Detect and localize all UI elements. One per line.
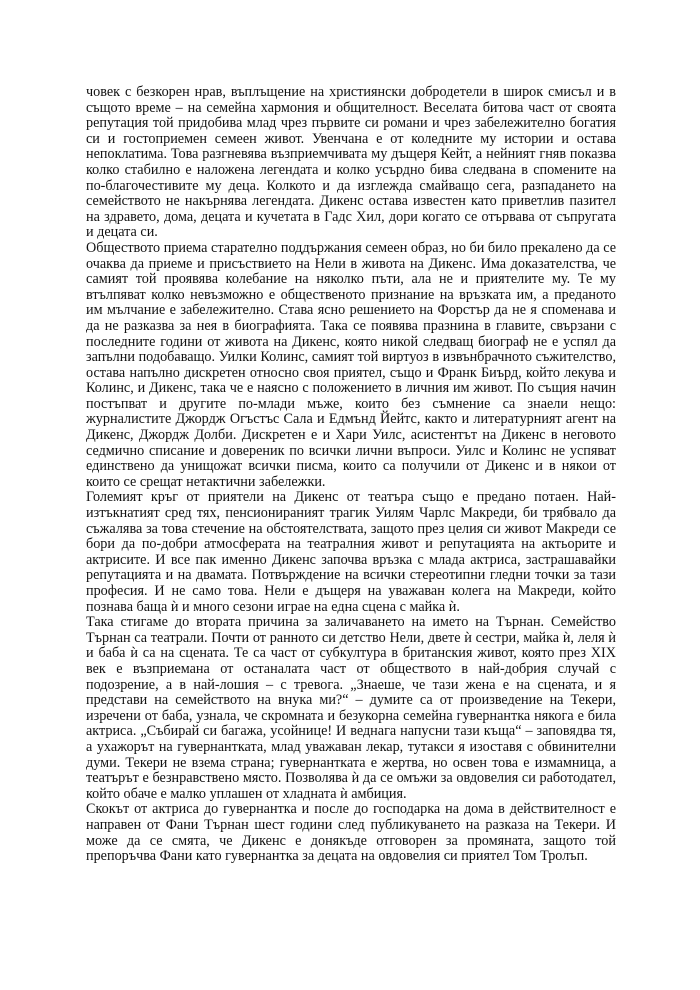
document-page <box>86 85 616 865</box>
paragraph-5: Скокът от актриса до гувернантка и после до господарка на дома в действителност е направен от Фани Търнан шест години след публикуването на разказа на Текери. И може да се смята, че Дикенс е донякъде отговорен за промяната, защото той препоръчва Фани като гувернантка за децата на овдовелия си приятел Том Тролъп. <box>86 801 616 865</box>
paragraph-4: Така стигаме до втората причина за заличаването на името на Търнан. Семейство Търнан са театрали. Почти от ранното си детство Нели, двете ѝ сестри, майка ѝ, леля ѝ и баба ѝ са на сцената. Те са част от субкултура в британския живот, която през XIX век е възприемана от останалата част от обществото в най-добрия случай с подозрение, а в най-лошия – с тревога. „Знаеше, че тази жена е на сцената, и я представи на семейството на внука ми?“ – думите са от произведение на Текери, изречени от баба, узнала, че скромната и безукорна семейна гувернантка някога е била актриса. „Събирай си багажа, усойнице! И веднага напусни тази къща“ – заповядва тя, а ухажорът на гувернантката, млад уважаван лекар, тутакси я изоставя с обвинителни думи. Текери не взема страна; гувернантката е жертва, но освен това е измамница, а театърът е безнравствено място. Позволява ѝ да се омъжи за овдовелия си работодател, който обаче е малко уплашен от хладната ѝ амбиция. <box>86 614 616 802</box>
paragraph-3: Големият кръг от приятели на Дикенс от театъра също е предано потаен. Най-изтъкнатият сред тях, пенсионираният трагик Уилям Чарлс Макреди, би трябвало да съжалява за това стечение на обстоятелствата, защото през целия си живот Макреди се бори да по-добри атмосферата на театралния живот и репутацията на актьорите и актрисите. И все пак именно Дикенс започва връзка с млада актриса, застрашавайки репутацията и на двамата. Потвърждение на всички стереотипни гледни точки за тази професия. И не само това. Нели е дъщеря на уважаван колега на Макреди, който познава баща ѝ и много сезони играе на една сцена с майка ѝ. <box>86 489 616 615</box>
paragraph-1: човек с безкорен нрав, въплъщение на християнски добродетели в широк смисъл и в същото време – на семейна хармония и общителност. Веселата битова част от своята репутация той придобива млад чрез първите си романи и чрез забележително богатия си и гостоприемен семеен живот. Увенчана е от коледните му истории и остава непоклатима. Това разгневява възприемчивата му дъщеря Кейт, а нейният гняв показва колко стабилно е наложена легендата и колко усърдно бива следвана в спомените на по-благочестивите му деца. Колкото и да изглежда смайващо сега, разпадането на семейството не накърнява легендата. Дикенс остава известен като приветлив пазител на здравето, дома, децата и кучетата в Гадс Хил, дори когато се отървава от съпругата и децата си. <box>86 84 616 241</box>
paragraph-2: Обществото приема старателно поддържания семеен образ, но би било прекалено да се очаква да приеме и присъствието на Нели в живота на Дикенс. Има доказателства, че самият той проявява колебание на няколко пъти, ала не и приятелите му. Те му втълпяват колко невъзможно е общественото признание на връзката им, а преданото им мълчание е забележително. Става ясно решението на Форстър да не я споменава и да не разказва за нея в биографията. Така се появява празнина в главите, свързани с последните години от живота на Дикенс, която никой следващ биограф не е успял да запълни подобаващо. Уилки Колинс, самият той виртуоз в извънбрачното съжителство, остава напълно дискретен относно своя приятел, също и Франк Биърд, който лекува и Колинс, и Дикенс, така че е наясно с положението в личния им живот. По същия начин постъпват и другите по-млади мъже, които без съмнение са знаели нещо: журналистите Джордж Огъстъс Сала и Едмънд Йейтс, както и литературният агент на Дикенс, Джордж Долби. Дискретен е и Хари Уилс, асистентът на Дикенс в неговото седмично списание и довереник по всички лични въпроси. Уилс и Колинс не успяват единствено да унищожат всички писма, които са получили от Дикенс и в някои от които се срещат нетактични забележки. <box>86 239 616 490</box>
